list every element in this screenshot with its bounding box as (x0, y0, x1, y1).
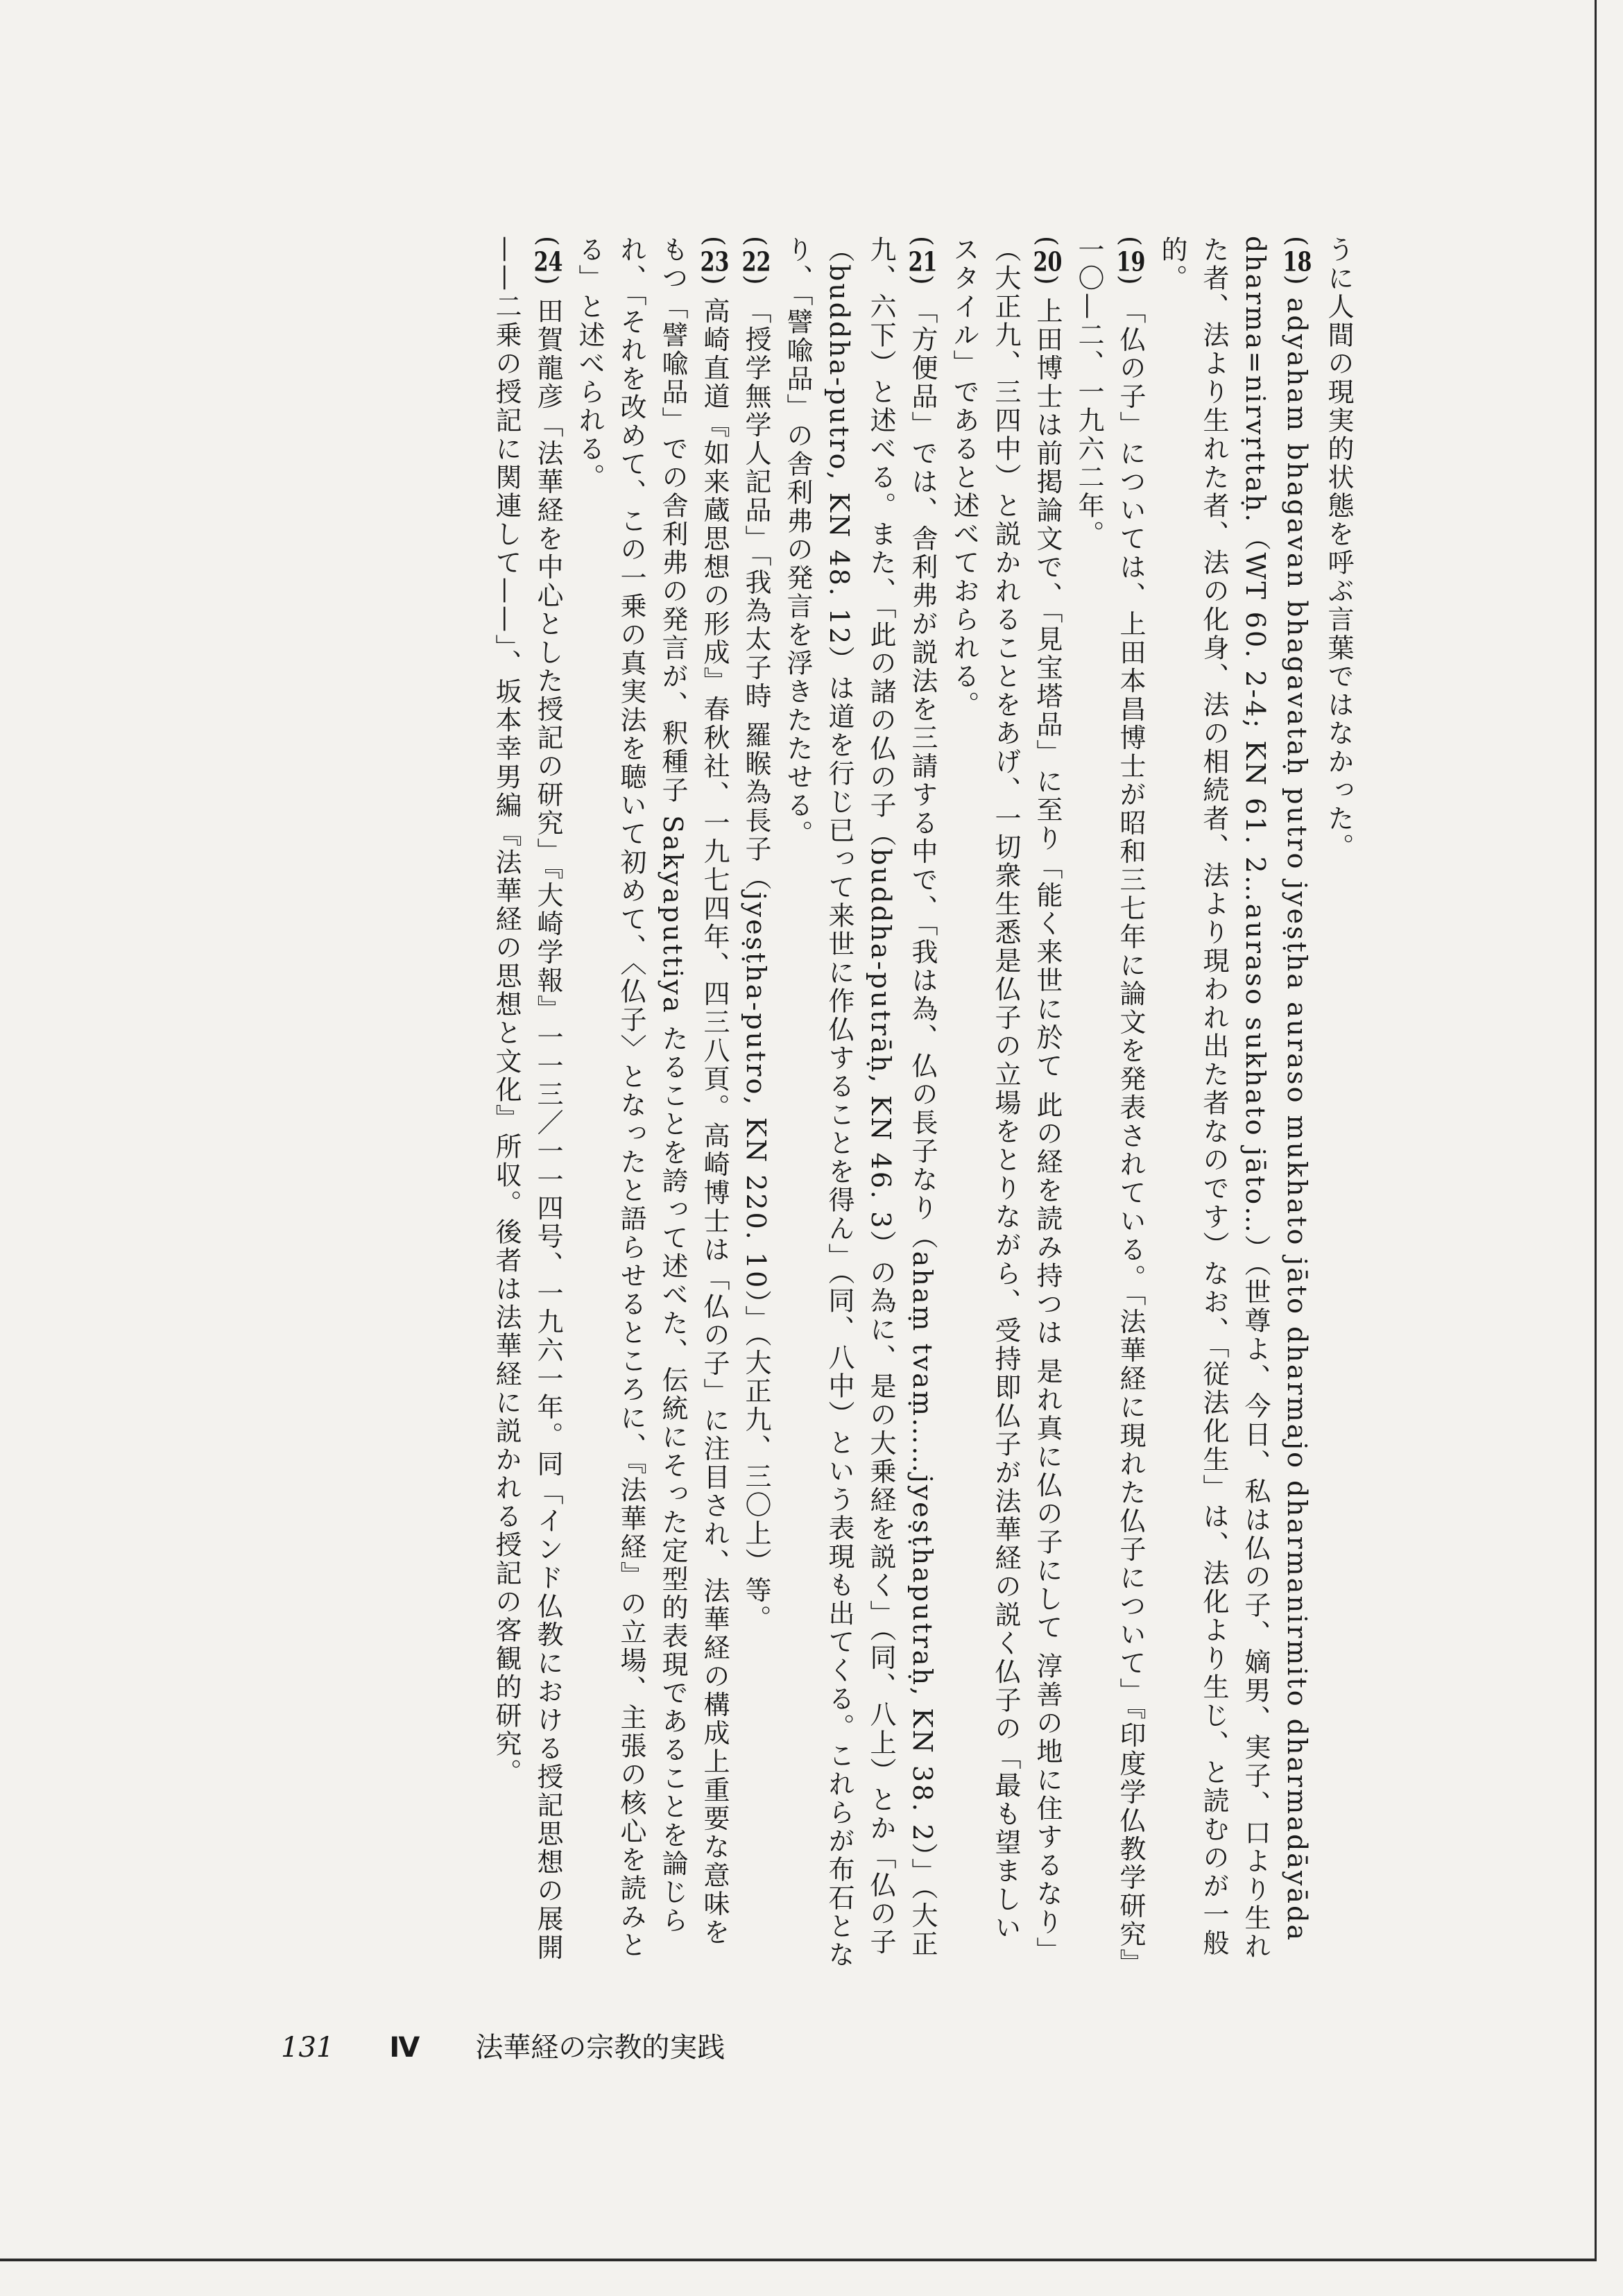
note-number: 20 (1033, 248, 1063, 275)
chapter-title: 法華経の宗教的実践 (475, 2032, 725, 2064)
note-text: 「授学無学人記品」「我為太子時 羅睺為長子（jyeṣṭha-putro, KN 220. 10）」（大正九、三〇上）等。 (741, 297, 771, 1634)
page-number: 131 (281, 2032, 334, 2064)
note-number: 19 (1116, 248, 1146, 275)
note-23: (23) 高崎直道『如来蔵思想の形成』春秋社、一九七四年、四三八頁。高崎博士は「仏の子」に注目され、法華経の構成上重要な意味をもつ「譬喩品」での舎利弗の発言が、釈種子 Sakyaputtiya たることを誇って述べた、伝統にそった定型的表現であることを論じられ、「それを改めて、この一乗の真実法を聴いて初めて、〈仏子〉となったと語らせるところに、『法華経』の立場、主張の核心を読みとる」と述べられる。 (574, 236, 730, 1960)
note-19: (19) 「仏の子」については、上田本昌博士が昭和三七年に論文を発表されている。「法華経に現れた仏子について」『印度学仏教学研究』一〇—二、一九六二年。 (1074, 236, 1146, 1964)
note-continuation (1318, 236, 1359, 1970)
note-text: 田賀龍彦「法華経を中心とした授記の研究」『大崎学報』一一三／一一四号、一九六一年。同「インド仏教における授記思想の展開——二乗の授記に関連して——」、坂本幸男編『法華経の思想と文化』所収。後者は法華経に説かれる授記の客観的研究。 (491, 236, 563, 1962)
note-22: (22) 「授学無学人記品」「我為太子時 羅睺為長子（jyeṣṭha-putro, KN 220. 10）」（大正九、三〇上）等。 (741, 236, 771, 1634)
note-text: 高崎直道『如来蔵思想の形成』春秋社、一九七四年、四三八頁。高崎博士は「仏の子」に注目され、法華経の構成上重要な意味をもつ「譬喩品」での舎利弗の発言が、釈種子 Sakyaputtiya たることを誇って述べた、伝統にそった定型的表現であることを論じられ、「それを改めて、この一乗の真実法を聴いて初めて、〈仏子〉となったと語らせるところに、『法華経』の立場、主張の核心を読みとる」と述べられる。 (574, 236, 730, 1960)
note-number: 22 (741, 248, 771, 275)
page-edge-line (1595, 0, 1597, 2261)
endnotes-column (250, 236, 1359, 1970)
note-24: (24) 田賀龍彦「法華経を中心とした授記の研究」『大崎学報』一一三／一一四号、一九六一年。同「インド仏教における授記思想の展開——二乗の授記に関連して——」、坂本幸男編『法華経の思想と文化』所収。後者は法華経に説かれる授記の客観的研究。 (491, 236, 563, 1962)
bottom-edge-line (0, 2259, 1595, 2261)
note-text: 上田博士は前掲論文で、「見宝塔品」に至り「能く来世に於て 此の経を読み持つは 是れ真に仏の子にして 淳善の地に住するなり」（大正九、三四中）と説かれることをあげ、一切衆生悉是仏子の立場をとりながら、受持即仏子が法華経の説く仏子の「最も望ましいスタイル」であると述べておられる。 (949, 236, 1063, 1965)
note-text: 「方便品」では、舎利弗が説法を三請する中で、「我は為、仏の長子なり（ahaṃ tvaṃ……jyeṣṭhaputraḥ, KN 38. 2）」（大正九、六下）と述べる。また、「此の諸の仏の子（buddha-putrāḥ, KN 46. 3）の為に、是の大乗経を説く」（同、八上）とか「仏の子（buddha-putro, KN 48. 12）は道を行じ已って来世に作仏することを得ん」（同、八中）という表現も出てくる。これらが布石となり、「譬喩品」の舎利弗の発言を浮きたたせる。 (782, 236, 938, 1970)
note-number: 23 (700, 248, 730, 275)
note-18: (18) adyaham bhagavan bhagavataḥ putro jyeṣṭha aurasо mukhato jāto dharmajo dharmanirmito dharmadāyāda dharma=nirvṛttaḥ.（WT 60. 2-4; KN 61. 2…aurasо sukhato jāto…）（世尊よ、今日、私は仏の子、嫡男、実子、口より生れた者、法より生れた者、法の化身、法の相続者、法より現われ出た者なのです）なお、「従法化生」は、法化より生じ、と読むのが一般的。 (1157, 236, 1312, 1962)
part-numeral: Ⅳ (389, 2032, 420, 2064)
note-20: (20) 上田博士は前掲論文で、「見宝塔品」に至り「能く来世に於て 此の経を読み持つは 是れ真に仏の子にして 淳善の地に住するなり」（大正九、三四中）と説かれることをあげ、一切衆生悉是仏子の立場をとりながら、受持即仏子が法華経の説く仏子の「最も望ましいスタイル」であると述べておられる。 (949, 236, 1063, 1965)
page-footer (281, 2025, 725, 2065)
note-number: 18 (1282, 248, 1312, 275)
note-text: 「仏の子」については、上田本昌博士が昭和三七年に論文を発表されている。「法華経に現れた仏子について」『印度学仏教学研究』一〇—二、一九六二年。 (1074, 236, 1146, 1964)
note-number: 24 (533, 248, 563, 275)
note-21: (21) 「方便品」では、舎利弗が説法を三請する中で、「我は為、仏の長子なり（ahaṃ tvaṃ……jyeṣṭhaputraḥ, KN 38. 2）」（大正九、六下）と述べる。また、「此の諸の仏の子（buddha-putrāḥ, KN 46. 3）の為に、是の大乗経を説く」（同、八上）とか「仏の子（buddha-putro, KN 48. 12）は道を行じ已って来世に作仏することを得ん」（同、八中）という表現も出てくる。これらが布石となり、「譬喩品」の舎利弗の発言を浮きたたせる。 (782, 236, 938, 1970)
note-number: 21 (908, 248, 938, 275)
note-text: adyaham bhagavan bhagavataḥ putro jyeṣṭha aurasо mukhato jāto dharmajo dharmanirmito dharmadāyāda dharma=nirvṛttaḥ.（WT 60. 2-4; KN 61. 2…aurasо sukhato jāto…）（世尊よ、今日、私は仏の子、嫡男、実子、口より生れた者、法より生れた者、法の化身、法の相続者、法より現われ出た者なのです）なお、「従法化生」は、法化より生じ、と読むのが一般的。 (1157, 236, 1312, 1962)
note-text: うに人間の現実的状態を呼ぶ言葉ではなかった。 (1323, 236, 1354, 862)
